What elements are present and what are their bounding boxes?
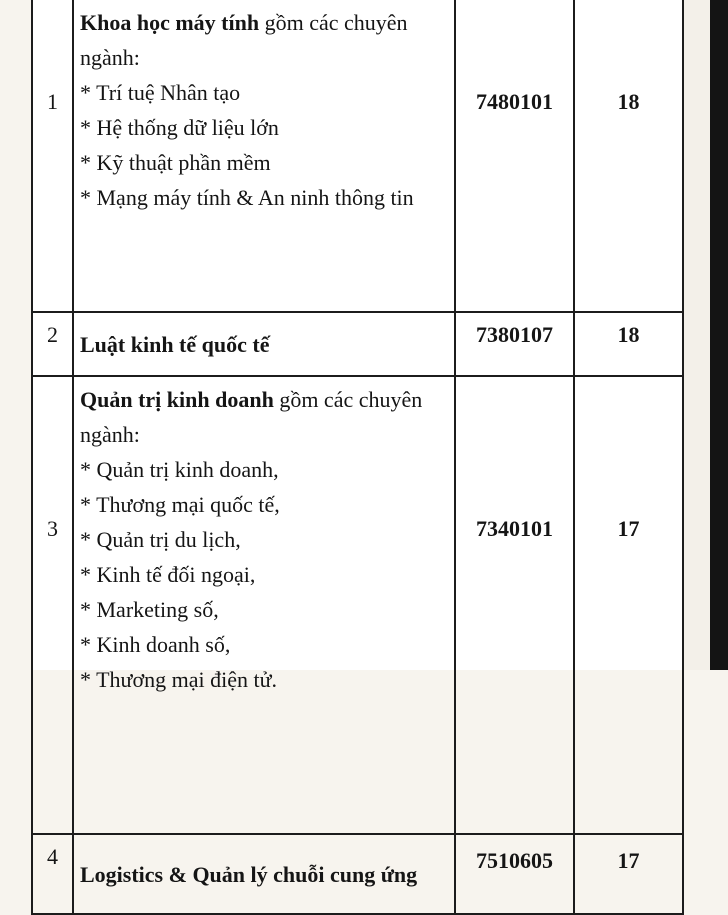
major-cell	[73, 312, 455, 376]
quota-value: 17	[574, 376, 683, 834]
major-suffix: gồm các chuyên	[259, 10, 408, 35]
table-row	[32, 376, 683, 834]
major-cell	[73, 376, 455, 834]
major-name: Luật kinh tế quốc tế	[80, 331, 270, 357]
table-row	[32, 312, 683, 376]
specialization-item: * Hệ thống dữ liệu lớn	[80, 115, 279, 140]
specialization-item: * Quản trị kinh doanh,	[80, 457, 279, 482]
row-number: 2	[32, 312, 73, 376]
quota-value: 17	[574, 834, 683, 914]
major-cell	[73, 0, 455, 312]
major-code: 7380107	[455, 312, 574, 376]
quota-value: 18	[574, 312, 683, 376]
major-code: 7510605	[455, 834, 574, 914]
specialization-item: * Thương mại điện tử.	[80, 667, 278, 692]
specialization-item: * Quản trị du lịch,	[80, 527, 241, 552]
major-name: Khoa học máy tính	[80, 10, 260, 35]
major-code: 7480101	[455, 0, 574, 312]
specialization-item: * Kinh doanh số,	[80, 632, 231, 657]
major-line: ngành:	[80, 45, 140, 70]
major-name: Logistics & Quản lý chuỗi cung ứng	[80, 861, 418, 887]
major-title-line	[80, 382, 450, 417]
specialization-item: * Marketing số,	[80, 597, 219, 622]
program-table-container	[31, 0, 682, 887]
specialization-item: * Mạng máy tính & An ninh thông tin	[80, 185, 414, 210]
page-edge-light	[682, 0, 710, 670]
page-edge-dark	[710, 0, 728, 670]
major-suffix: gồm các chuyên	[273, 387, 423, 412]
specialization-item: * Thương mại quốc tế,	[80, 492, 280, 517]
specialization-item: * Trí tuệ Nhân tạo	[80, 80, 241, 105]
major-title-line	[80, 5, 450, 40]
major-code: 7340101	[455, 376, 574, 834]
quota-value: 18	[574, 0, 683, 312]
row-number: 4	[32, 834, 73, 914]
major-cell	[73, 834, 455, 914]
specialization-item: * Kỹ thuật phần mềm	[80, 150, 271, 175]
row-number: 3	[32, 376, 73, 834]
row-number: 1	[32, 0, 73, 312]
major-line: ngành:	[80, 422, 140, 447]
table-row	[32, 0, 683, 312]
program-table	[31, 0, 684, 915]
major-name: Quản trị kinh doanh	[80, 387, 274, 412]
specialization-item: * Kinh tế đối ngoại,	[80, 562, 256, 587]
table-row	[32, 834, 683, 914]
